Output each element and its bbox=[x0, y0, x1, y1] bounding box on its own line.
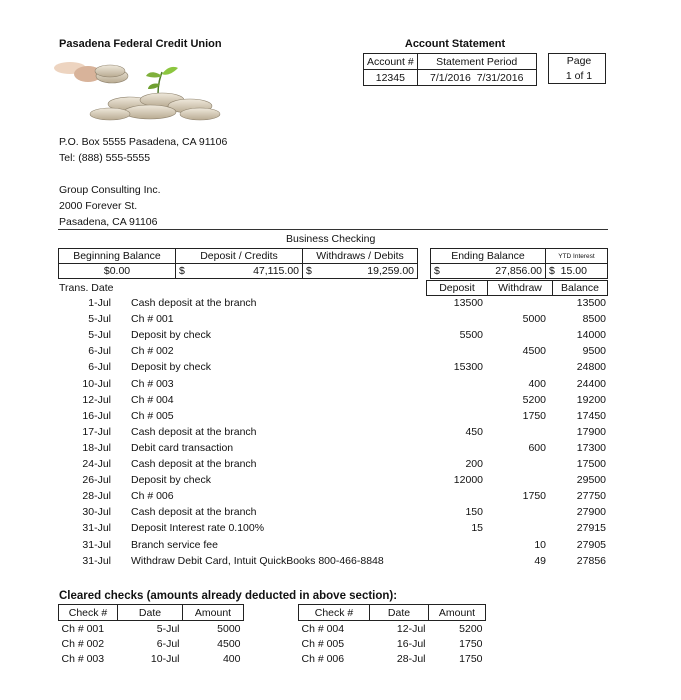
check-date: 10-Jul bbox=[150, 652, 180, 665]
trans-description: Withdraw Debit Card, Intuit QuickBooks 800-466-8848 bbox=[131, 554, 384, 567]
ending-balance-label: Ending Balance bbox=[431, 249, 546, 264]
withdraws-currency: $ bbox=[306, 265, 312, 277]
ytd-interest-label: YTD Interest bbox=[546, 249, 608, 264]
trans-date: 6-Jul bbox=[88, 361, 111, 374]
deposits-value bbox=[176, 264, 303, 279]
trans-withdraw: 4500 bbox=[522, 345, 546, 358]
trans-date: 1-Jul bbox=[88, 297, 111, 309]
check-header: Check # bbox=[299, 605, 370, 621]
table-row bbox=[299, 651, 486, 666]
trans-balance: 14000 bbox=[576, 329, 606, 342]
trans-withdraw: 49 bbox=[534, 554, 546, 567]
table-row bbox=[0, 506, 681, 522]
check-amount: 1750 bbox=[459, 637, 483, 650]
trans-deposit: 5500 bbox=[459, 329, 483, 342]
trans-withdraw: 10 bbox=[534, 538, 546, 551]
bank-address-line1: P.O. Box 5555 Pasadena, CA 91106 bbox=[59, 136, 228, 148]
trans-description: Deposit by check bbox=[131, 474, 211, 487]
trans-description: Debit card transaction bbox=[131, 441, 234, 454]
check-number: Ch # 002 bbox=[61, 637, 105, 650]
statement-period: 7/1/2016 7/31/2016 bbox=[417, 70, 536, 86]
table-row bbox=[0, 410, 681, 426]
table-row bbox=[0, 522, 681, 538]
trans-date: 16-Jul bbox=[82, 409, 111, 422]
transactions-column-headers bbox=[426, 280, 608, 296]
table-row bbox=[59, 621, 244, 637]
table-row bbox=[0, 426, 681, 442]
table-row bbox=[0, 361, 681, 377]
trans-balance: 19200 bbox=[576, 393, 606, 406]
customer-street: 2000 Forever St. bbox=[59, 200, 138, 212]
check-date: 5-Jul bbox=[156, 622, 180, 635]
table-row bbox=[299, 636, 486, 651]
table-row bbox=[0, 458, 681, 474]
deposits-amount: 47,115.00 bbox=[253, 265, 299, 277]
table-row bbox=[0, 378, 681, 394]
trans-description: Branch service fee bbox=[131, 538, 218, 551]
table-row bbox=[0, 555, 681, 571]
bank-phone: Tel: (888) 555-5555 bbox=[59, 152, 151, 164]
table-row bbox=[0, 329, 681, 345]
trans-balance: 17450 bbox=[576, 409, 606, 422]
trans-date: 31-Jul bbox=[82, 522, 111, 535]
cleared-checks-right bbox=[298, 604, 486, 666]
trans-withdraw: 1750 bbox=[522, 409, 546, 422]
withdraw-header: Withdraw bbox=[488, 281, 553, 296]
trans-description: Cash deposit at the branch bbox=[131, 297, 257, 309]
trans-date: 12-Jul bbox=[82, 393, 111, 406]
trans-balance: 24400 bbox=[576, 377, 606, 390]
trans-date: 31-Jul bbox=[82, 554, 111, 567]
trans-deposit: 150 bbox=[465, 506, 483, 519]
table-row bbox=[0, 345, 681, 361]
ending-currency: $ bbox=[434, 265, 440, 277]
trans-deposit: 13500 bbox=[453, 297, 483, 309]
trans-balance: 8500 bbox=[582, 313, 606, 326]
trans-deposit: 450 bbox=[465, 425, 483, 438]
statement-info-table bbox=[363, 53, 537, 86]
page-box-border bbox=[548, 53, 606, 84]
trans-description: Ch # 001 bbox=[131, 313, 174, 326]
check-date: 6-Jul bbox=[156, 637, 180, 650]
gap bbox=[418, 264, 431, 279]
customer-name: Group Consulting Inc. bbox=[59, 184, 161, 196]
table-row bbox=[0, 442, 681, 458]
trans-date: 18-Jul bbox=[82, 441, 111, 454]
trans-description: Cash deposit at the branch bbox=[131, 458, 257, 470]
balance-header: Balance bbox=[553, 281, 608, 296]
table-row bbox=[299, 621, 486, 637]
check-amount: 5000 bbox=[217, 622, 241, 635]
trans-withdraw: 5200 bbox=[522, 393, 546, 406]
trans-withdraw: 5000 bbox=[522, 313, 546, 326]
withdraws-label: Withdraws / Debits bbox=[303, 249, 418, 264]
table-row bbox=[0, 474, 681, 490]
beginning-balance-label: Beginning Balance bbox=[59, 249, 176, 264]
trans-description: Ch # 002 bbox=[131, 345, 174, 358]
check-amount: 400 bbox=[222, 652, 241, 665]
deposits-currency: $ bbox=[179, 265, 185, 277]
check-amount: 4500 bbox=[217, 637, 241, 650]
trans-description: Ch # 006 bbox=[131, 490, 174, 503]
coins-logo-image bbox=[50, 54, 225, 124]
trans-deposit: 12000 bbox=[453, 474, 483, 487]
trans-balance: 29500 bbox=[576, 474, 606, 487]
gap bbox=[418, 249, 431, 264]
trans-balance: 13500 bbox=[576, 297, 606, 309]
trans-date-header: Trans. Date bbox=[59, 282, 114, 294]
check-number: Ch # 001 bbox=[61, 622, 105, 635]
ytd-interest-value: $ 15.00 bbox=[546, 264, 608, 279]
check-date: 12-Jul bbox=[396, 622, 426, 635]
trans-date: 24-Jul bbox=[82, 458, 111, 470]
table-row bbox=[59, 651, 244, 666]
trans-balance: 27900 bbox=[576, 506, 606, 519]
withdraws-amount: 19,259.00 bbox=[367, 265, 414, 277]
ending-amount: 27,856.00 bbox=[495, 265, 542, 277]
trans-withdraw: 400 bbox=[528, 377, 546, 390]
table-row bbox=[0, 490, 681, 506]
trans-withdraw: 1750 bbox=[522, 490, 546, 503]
trans-description: Deposit by check bbox=[131, 361, 211, 374]
trans-date: 30-Jul bbox=[82, 506, 111, 519]
account-label: Account # bbox=[364, 54, 418, 70]
check-amount: 1750 bbox=[459, 652, 483, 665]
trans-description: Deposit by check bbox=[131, 329, 211, 342]
table-row bbox=[0, 539, 681, 555]
deposits-label: Deposit / Credits bbox=[176, 249, 303, 264]
customer-city: Pasadena, CA 91106 bbox=[59, 216, 158, 228]
trans-balance: 27750 bbox=[576, 490, 606, 503]
trans-date: 17-Jul bbox=[82, 425, 111, 438]
table-row bbox=[0, 297, 681, 313]
check-number: Ch # 003 bbox=[61, 652, 105, 665]
trans-date: 5-Jul bbox=[88, 313, 111, 326]
table-row bbox=[59, 636, 244, 651]
trans-description: Cash deposit at the branch bbox=[131, 425, 257, 438]
amount-header: Amount bbox=[429, 605, 486, 621]
trans-balance: 27856 bbox=[576, 554, 606, 567]
trans-balance: 9500 bbox=[582, 345, 606, 358]
trans-deposit: 200 bbox=[465, 458, 483, 470]
section-title: Business Checking bbox=[286, 233, 376, 245]
table-row bbox=[0, 313, 681, 329]
check-number: Ch # 006 bbox=[301, 652, 345, 665]
check-header: Check # bbox=[59, 605, 118, 621]
table-row bbox=[0, 394, 681, 410]
beginning-balance-value: $0.00 bbox=[59, 264, 176, 279]
cleared-checks-left bbox=[58, 604, 244, 666]
trans-description: Deposit Interest rate 0.100% bbox=[131, 522, 265, 535]
account-number: 12345 bbox=[364, 70, 418, 86]
trans-date: 5-Jul bbox=[88, 329, 111, 342]
period-label: Statement Period bbox=[417, 54, 536, 70]
trans-balance: 17300 bbox=[576, 441, 606, 454]
bank-name: Pasadena Federal Credit Union bbox=[59, 38, 222, 50]
check-number: Ch # 005 bbox=[301, 637, 345, 650]
divider bbox=[58, 229, 608, 230]
trans-date: 10-Jul bbox=[82, 377, 111, 390]
trans-withdraw: 600 bbox=[528, 441, 546, 454]
trans-date: 26-Jul bbox=[82, 474, 111, 487]
withdraws-value bbox=[303, 264, 418, 279]
trans-date: 6-Jul bbox=[88, 345, 111, 358]
check-date: 28-Jul bbox=[396, 652, 426, 665]
trans-balance: 27905 bbox=[576, 538, 606, 551]
statement-title: Account Statement bbox=[404, 38, 506, 50]
trans-description: Cash deposit at the branch bbox=[131, 506, 257, 519]
check-amount: 5200 bbox=[459, 622, 483, 635]
trans-balance: 17500 bbox=[576, 458, 606, 470]
trans-description: Ch # 003 bbox=[131, 377, 174, 390]
check-date: 16-Jul bbox=[396, 637, 426, 650]
trans-balance: 27915 bbox=[576, 522, 606, 535]
date-header: Date bbox=[118, 605, 183, 621]
check-number: Ch # 004 bbox=[301, 622, 345, 635]
ending-balance-value bbox=[431, 264, 546, 279]
trans-balance: 24800 bbox=[576, 361, 606, 374]
amount-header: Amount bbox=[183, 605, 244, 621]
cleared-checks-title: Cleared checks (amounts already deducted in above section): bbox=[59, 590, 398, 602]
trans-description: Ch # 005 bbox=[131, 409, 174, 422]
trans-balance: 17900 bbox=[576, 425, 606, 438]
page-number: 1 of 1 bbox=[565, 69, 593, 82]
trans-deposit: 15300 bbox=[453, 361, 483, 374]
trans-description: Ch # 004 bbox=[131, 393, 174, 406]
page-label: Page bbox=[566, 54, 592, 67]
trans-date: 31-Jul bbox=[82, 538, 111, 551]
date-header: Date bbox=[370, 605, 429, 621]
trans-deposit: 15 bbox=[471, 522, 483, 535]
trans-date: 28-Jul bbox=[82, 490, 111, 503]
summary-table bbox=[58, 248, 608, 279]
deposit-header: Deposit bbox=[427, 281, 488, 296]
